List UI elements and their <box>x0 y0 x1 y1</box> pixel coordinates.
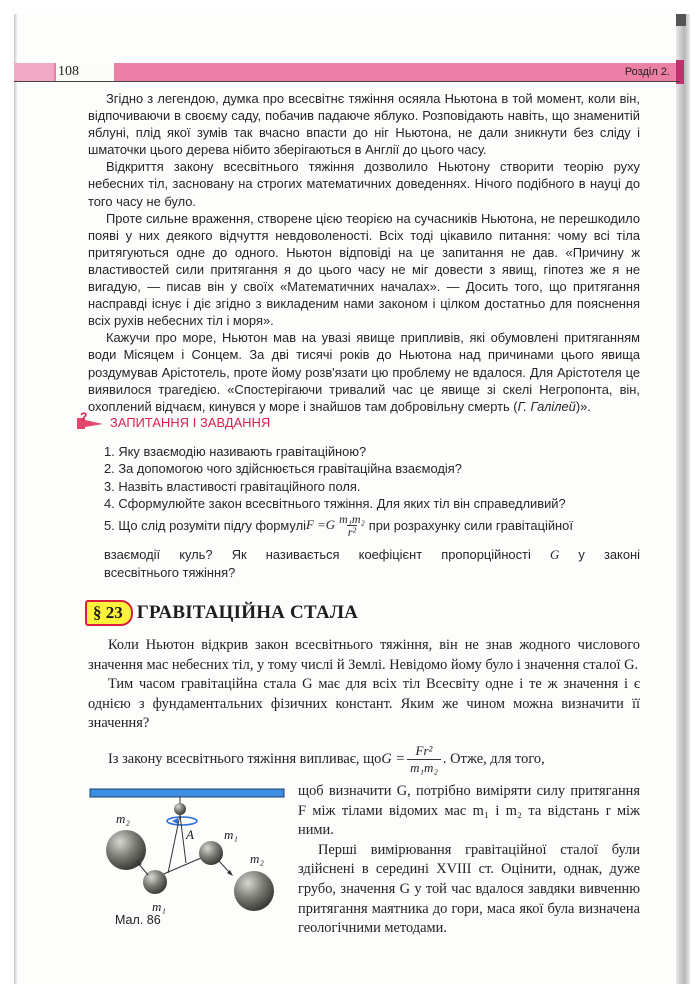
citation: Г. Галілей <box>517 398 576 414</box>
questions-list <box>104 443 644 512</box>
questions-heading <box>76 412 270 432</box>
paragraph: Перші вимірювання гравітаційної сталої були здійснені в середині XVIII ст. Оцінити, однак, дуже грубо, значення G у той час вдалося завдяки вивченню притягання маятника до гори, маса якої була визначена геологічними методами. <box>298 841 640 937</box>
header-divider <box>14 81 680 82</box>
svg-text:m₁: m₁ <box>152 899 166 914</box>
svg-text:m₁: m₁ <box>224 827 238 842</box>
page-right-gutter <box>676 14 690 984</box>
paragraph: Кажучи про море, Ньютон мав на увазі явище припливів, які обумовлені притяганням води Місяцем і Сонцем. За дві тисячі років до Ньютона над причинами цього явища роздумував Арістотель, проте йому розв'язати цю проблему не вдалося. Для Арістотеля це виявилося трагедією. «Спостерігаючи тривалий час це явище зі скелі Негропонта, він, охоплений відчаєм, кинувся у море і знайшов там добровільну смерть (Г. Галілей)». <box>88 330 640 414</box>
svg-text:A: A <box>186 827 194 842</box>
section-text <box>88 636 640 734</box>
page-corner-shadow <box>676 14 686 26</box>
section-number-badge: § 23 <box>85 600 133 626</box>
question-item: 3. Назвіть властивості гравітаційного поля. <box>104 478 361 494</box>
svg-text:?: ? <box>80 412 88 424</box>
page-header-bar <box>14 63 678 81</box>
figure-caption: Мал. 86 <box>115 913 161 927</box>
torsion-balance-diagram <box>88 787 286 917</box>
question-item: 4. Сформулюйте закон всесвітнього тяжіння. Для яких тіл він справедливий? <box>104 495 566 511</box>
question-item: 2. За допомогою чого здійснюється гравітаційна взаємодія? <box>104 461 462 477</box>
page-number: 108 <box>58 64 79 79</box>
question-flag-icon <box>76 412 104 432</box>
paragraph: Тим часом гравітаційна стала G має для всіх тіл Всесвіту одне і те ж значення і є однією з фундаментальних фізичних констант. Яким же чином можна визначити її значення? <box>88 676 640 732</box>
gravity-formula-fraction: $\frac{\text{m₁m₂}}{\text{r²}}$ <box>339 511 365 539</box>
questions-title: ЗАПИТАННЯ І ЗАВДАННЯ <box>110 414 271 430</box>
section-heading <box>85 600 358 626</box>
question-item-5: 5. Що слід розуміти під r у формулі F =G $\frac{\text{m₁m₂}}{\text{r²}}$ при розрахунку сили гравітаційної взаємодії куль? Як називається коефіцієнт пропорційності G у законі всесвітнього тяжіння? <box>104 511 640 580</box>
paragraph: Проте сильне враження, створене цією теорією на сучасників Ньютона, не перешкодило появі у них деякого відчуття невдоволеності. Всіх тоді цікавило питання: чому всі тіла притягуються одне до одного. Ньютон відповіді на це запитання не дав. «Причину ж властивостей сили притягання я до цього часу не міг довести з явищ, гіпотез же я не вигадую, — писав він у своїх «Математичних началах». — Досить того, що притягання насправді існує і діє згідно з викладеним нами законом і цілком достатньо для пояснення всіх рухів небесних тіл і моря». <box>88 210 640 329</box>
section-title: ГРАВІТАЦІЙНА СТАЛА <box>136 602 359 623</box>
intro-text <box>88 90 640 415</box>
question-item: 1. Яку взаємодію називають гравітаційною? <box>104 444 367 459</box>
formula-lhs: F =G <box>305 517 336 532</box>
g-formula-line: Із закону всесвітнього тяжіння випливає, що G = $\frac{\text{Fr²}}{\text{m₁m₂}}$ . Отже, для того, <box>108 743 545 775</box>
svg-text:m₂: m₂ <box>250 851 264 866</box>
chapter-label: Розділ 2. <box>624 66 670 78</box>
g-formula-fraction: $\frac{\text{Fr²}}{\text{m₁m₂}}$ <box>407 743 441 776</box>
paragraph: Відкриття закону всесвітнього тяжіння дозволило Ньютону створити теорію руху небесних тіл, засновану на строгих математичних доведеннях. Нічого подібного в науці до того часу не було. <box>88 159 640 209</box>
svg-text:m₂: m₂ <box>116 811 130 826</box>
section-text-right <box>298 782 640 939</box>
paragraph: Згідно з легендою, думка про всесвітнє тяжіння осяяла Ньютона в той момент, коли він, відпочиваючи в своєму саду, побачив падаюче яблуко. Розповідають навіть, що знаменитій яблуні, плід якої зумів так вчасно впасти до ніг Ньютона, не дали зникнути без сліду і шматочки цього дерева нібито зберігаються в Англії до цього часу. <box>88 91 640 158</box>
paragraph: щоб визначити G, потрібно виміряти силу притягання F між тілами відомих мас m₁ і m₂ та відстань r між ними. <box>298 783 640 839</box>
page-left-edge <box>14 14 17 984</box>
paragraph: Коли Ньютон відкрив закон всесвітнього тяжіння, він не знав жодного числового значення мас небесних тіл, у тому числі й Землі. Невідомо йому було і значення сталої G. <box>88 637 640 673</box>
